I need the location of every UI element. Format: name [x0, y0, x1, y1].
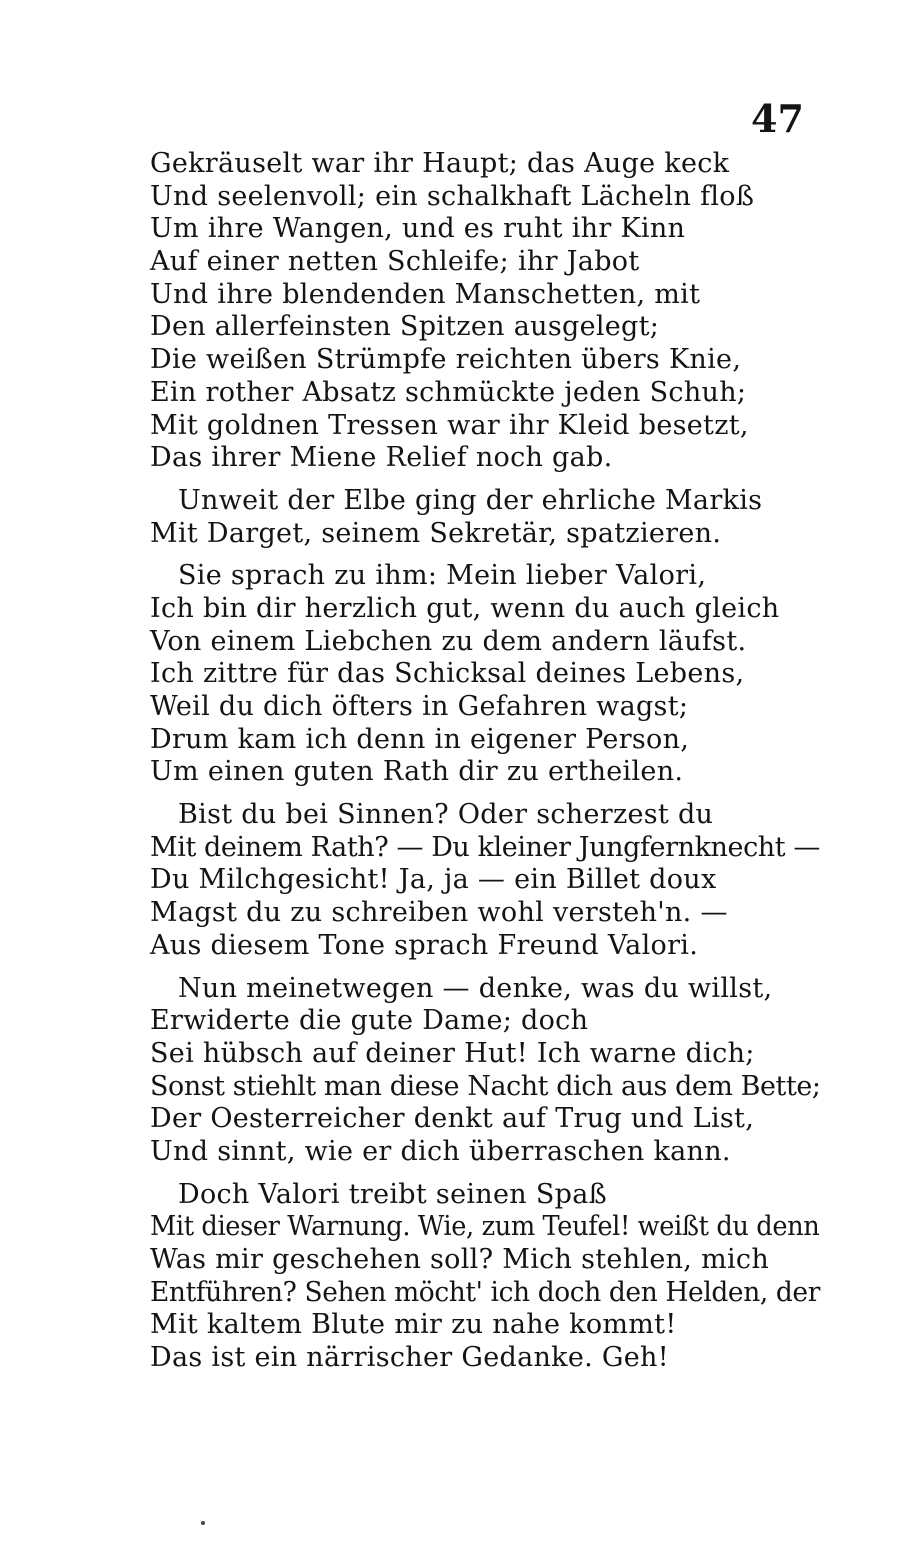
- verse-line: Erwiderte die gute Dame; doch: [150, 1005, 589, 1037]
- verse-line: Mit Darget, seinem Sekretär, spatzieren.: [150, 517, 722, 549]
- verse-line: Gekräuselt war ihr Haupt; das Auge keck: [150, 148, 730, 179]
- verse-line: Und seelenvoll; ein schalkhaft Lächeln floß: [150, 180, 755, 212]
- verse-line: Weil du dich öfters in Gefahren wagst;: [150, 691, 689, 722]
- verse-line: Mit kaltem Blute mir zu nahe kommt!: [150, 1309, 677, 1341]
- verse-line: Ich zittre für das Schicksal deines Lebens,: [150, 658, 745, 690]
- verse-line: Mit goldnen Tressen war ihr Kleid besetzt,: [150, 409, 749, 441]
- verse-line: Auf einer netten Schleife; ihr Jabot: [150, 246, 640, 278]
- verse-line: Und ihre blendenden Manschetten, mit: [150, 278, 701, 310]
- verse-line: Um einen guten Rath dir zu ertheilen.: [150, 756, 684, 788]
- verse-line: Drum kam ich denn in eigener Person,: [150, 723, 690, 755]
- verse-line: Doch Valori treibt seinen Spaß: [178, 1178, 607, 1210]
- verse-line: Ein rother Absatz schmückte jeden Schuh;: [150, 376, 747, 408]
- stanza-6: [150, 1178, 820, 1375]
- verse-line: Sie sprach zu ihm: Mein lieber Valori,: [178, 560, 707, 592]
- stanza-2: [150, 485, 810, 550]
- verse-line: Bist du bei Sinnen? Oder scherzest du: [178, 799, 714, 831]
- verse-line: Aus diesem Tone sprach Freund Valori.: [150, 929, 699, 961]
- verse-line: Das ist ein närrischer Gedanke. Geh!: [150, 1342, 669, 1374]
- verse-line: Ich bin dir herzlich gut, wenn du auch gleich: [150, 592, 780, 624]
- stanza-1: [150, 148, 810, 475]
- verse-line: Was mir geschehen soll? Mich stehlen, mich: [150, 1244, 770, 1275]
- verse-line: Unweit der Elbe ging der ehrliche Markis: [178, 484, 763, 516]
- stanza-3: [150, 560, 810, 789]
- verse-line: Nun meinetwegen — denke, was du willst,: [178, 972, 773, 1004]
- verse-line: Sei hübsch auf deiner Hut! Ich warne dich;: [150, 1037, 755, 1069]
- verse-line: Magst du zu schreiben wohl versteh'n. —: [150, 897, 728, 929]
- ink-speck: [201, 1521, 205, 1525]
- verse-line: Um ihre Wangen, und es ruht ihr Kinn: [150, 213, 686, 245]
- verse-line: Sonst stiehlt man diese Nacht dich aus dem Bette;: [150, 1070, 821, 1102]
- verse-line: Mit deinem Rath? — Du kleiner Jungfernknecht —: [150, 831, 820, 863]
- verse-line: Von einem Liebchen zu dem andern läufst.: [150, 625, 747, 657]
- verse-line: Du Milchgesicht! Ja, ja — ein Billet doux: [150, 864, 717, 896]
- verse-line: Das ihrer Miene Relief noch gab.: [150, 442, 613, 474]
- verse-line: Der Oesterreicher denkt auf Trug und List,: [150, 1103, 755, 1135]
- verse-line: Entführen? Sehen möcht' ich doch den Helden, der: [150, 1276, 820, 1308]
- poem-text: [150, 148, 821, 1385]
- stanza-4: [150, 799, 820, 962]
- verse-line: Die weißen Strümpfe reichten übers Knie,: [150, 344, 742, 376]
- verse-line: Den allerfeinsten Spitzen ausgelegt;: [150, 311, 660, 343]
- page-number: 47: [751, 96, 804, 141]
- stanza-5: [150, 972, 821, 1169]
- verse-line: Mit dieser Warnung. Wie, zum Teufel! weißt du denn: [150, 1211, 820, 1243]
- verse-line: Und sinnt, wie er dich überraschen kann.: [150, 1135, 731, 1167]
